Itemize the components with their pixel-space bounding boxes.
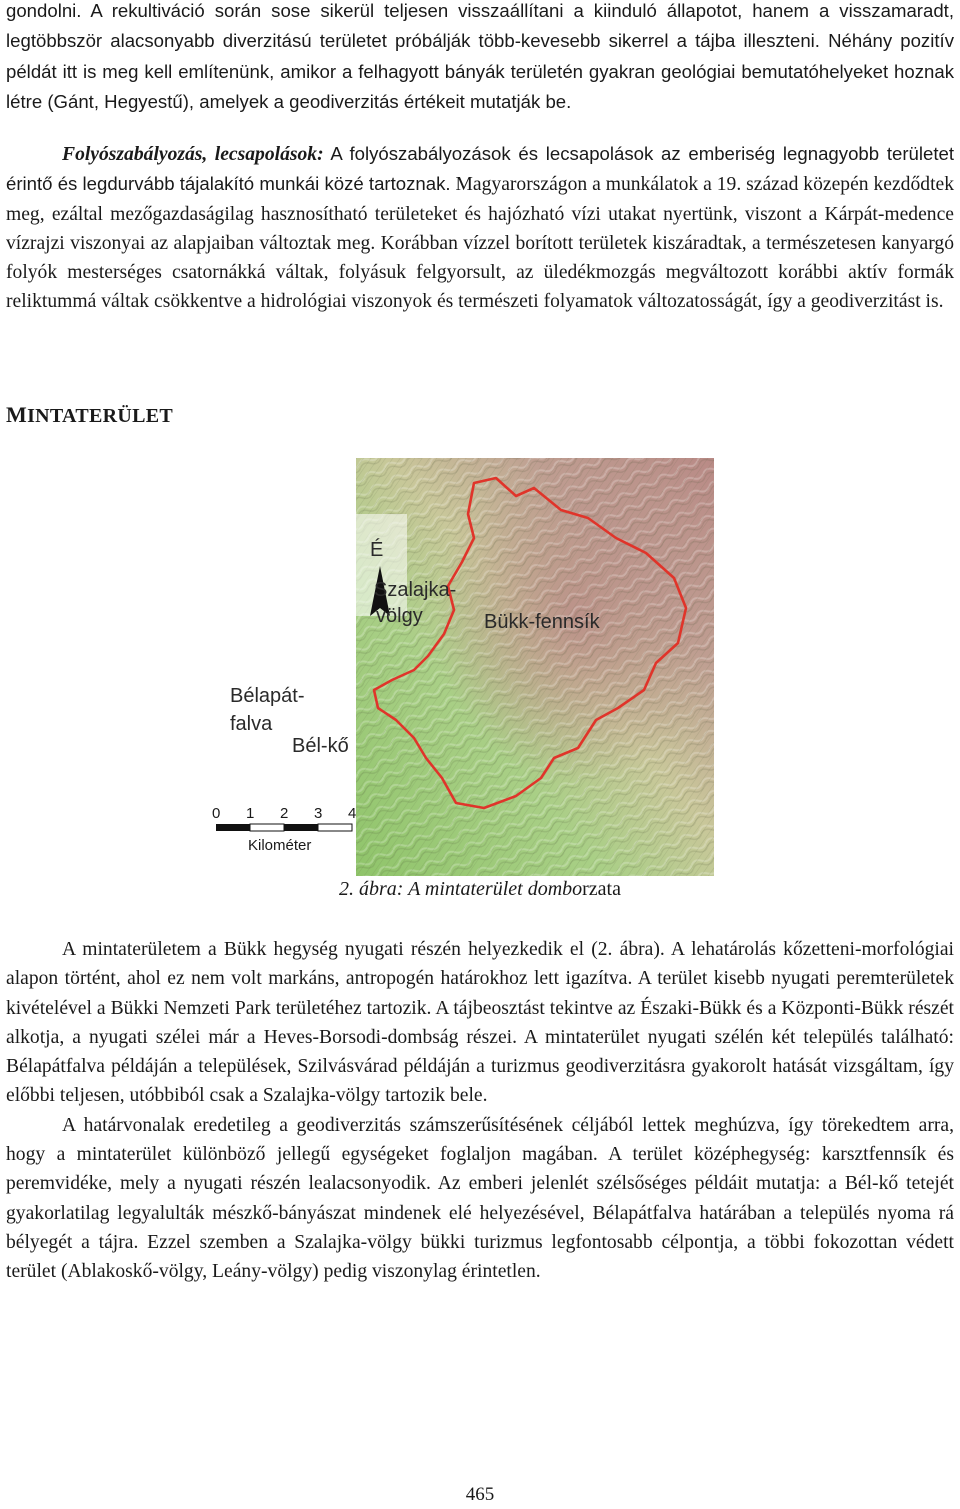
scale-segment-2 (250, 824, 284, 831)
intro-text-sans: gondolni. A rekultiváció során sose sikerül teljesen visszaállítani a kiinduló állapotot, hanem a visszamaradt, legtöbbször alacsonyabb diverzitású területet próbálják több-kevesebb sikerrel a tájba illeszteni. (6, 0, 954, 52)
study-area-text (6, 935, 954, 1287)
scale-segment-4 (318, 824, 352, 831)
river-regulation-paragraph (6, 139, 954, 317)
river-text-serif: Magyarországon a munkálatok a 19. század közepén kezdődtek meg, ezáltal mezőgazdaságilag hasznosítható területeket és hajózható vízi utakat nyertünk, viszont a Kárpát-medence vízrajzi viszonyai az alapjaiban változtak meg. Korábban vízzel borított területek kiszáradtak, a természetesen kanyargó folyók mesterséges csatornákká váltak, folyásuk felgyorsult, az üledékmozgás megváltozott korábbi aktív formák reliktummá váltak csökkentve a hidrológiai viszonyok és természeti folyamatok változatosságát, így a geodiverzitást is. (6, 174, 955, 313)
scale-segment-1 (216, 824, 250, 831)
river-text-sans: A folyószabályozások és lecsapolások az emberiség legnagyobb területet érintő és legdurvább tájalakító munkái közé tartoznak. (6, 143, 955, 195)
label-belapatfalva-line2-b: falva (230, 713, 273, 735)
body-paragraph-2: A határvonalak eredetileg a geodiverzitás számszerűsítésének céljából lettek meghúzva, így törekedtem arra, hogy a mintaterület különböző jellegű egységeket foglaljon magában. A terület középhegység: karsztfennsík és peremvidéke, mely a nyugati részén lealacsonyodik. Az emberi jelenlét szélsőséges példáit mutatja: a Bél-kő tetejét gyakorlatilag legyalulták mészkő-bányászat mindenek elé helyezésével, Bélapátfalva határában a település nyoma rá bélyegét a tájra. Ezzel szemben a Szalajka-völgy bükki turizmus legfontosabb célpontja, a többi fokozottan védett terület (Ablakoskő-völgy, Leány-völgy) pedig viszonylag érintetlen. (6, 1114, 954, 1283)
label-belko-b: Bél-kő (292, 735, 349, 757)
section-heading (6, 402, 173, 428)
hillshade-texture (356, 458, 714, 876)
paragraph-lead-term: Folyószabályozás, lecsapolások: (62, 144, 324, 165)
caption-text: A mintaterület dombo (408, 878, 583, 900)
intro-paragraph (6, 0, 954, 117)
west-labels (226, 680, 356, 780)
caption-number: 2. ábra: (338, 878, 409, 900)
scale-tick-3: 3 (314, 805, 323, 822)
intro-text-sans-2: Néhány pozitív példát itt is meg kell említenünk, amikor a felhagyott bányák területén gyakran geológiai bemutatóhelyeket hoznak létre (Gánt, Hegyestű), amelyek a geodiverzitás értékeit mutatják be. (6, 30, 954, 112)
scale-tick-0: 0 (212, 805, 221, 822)
heading-rest: INTATERÜLET (27, 405, 174, 427)
label-bukk-plateau: Bükk-fennsík (484, 611, 600, 633)
scale-tick-2: 2 (280, 805, 289, 822)
north-label: É (370, 539, 384, 561)
figure-caption (6, 878, 954, 901)
scale-tick-1: 1 (246, 805, 255, 822)
caption-text-rest: rzata (582, 878, 621, 900)
label-szalajka-line2: völgy (376, 605, 423, 627)
scale-tick-4: 4 (348, 805, 357, 822)
heading-initial: M (6, 402, 28, 427)
label-szalajka-line1: Szalajka- (374, 579, 457, 601)
body-paragraph-1: A mintaterületem a Bükk hegység nyugati részén helyezkedik el (2. ábra). A lehatárolás kőzetteni-morfológiai alapon történt, ahol ez nem volt markáns, antropogén határokhoz lett igazítva. A terület kisebb nyugati peremterületek kivételével a Bükki Nemzeti Park területéhez tartozik. A tájbeosztást tekintve az Északi-Bükk és a Központi-Bükk részét alkotja, a nyugati szélei már a Heves-Borsodi-dombság részei. A mintaterület nyugati szélén két település található: Bélapátfalva példáján a települések, Szilvásvárad példáján a turizmus geodiverzitásra gyakorolt hatását vizsgáltam, így előbbi teljesen, utóbbiból csak a Szalajka-völgy tartozik bele. (6, 939, 954, 1107)
scale-bar (208, 804, 368, 858)
page-number: 465 (465, 1484, 495, 1505)
scale-unit: Kilométer (248, 837, 312, 854)
label-belapatfalva-line1-b: Bélapát- (230, 685, 305, 707)
relief-map (356, 458, 714, 876)
scale-segment-3 (284, 824, 318, 831)
